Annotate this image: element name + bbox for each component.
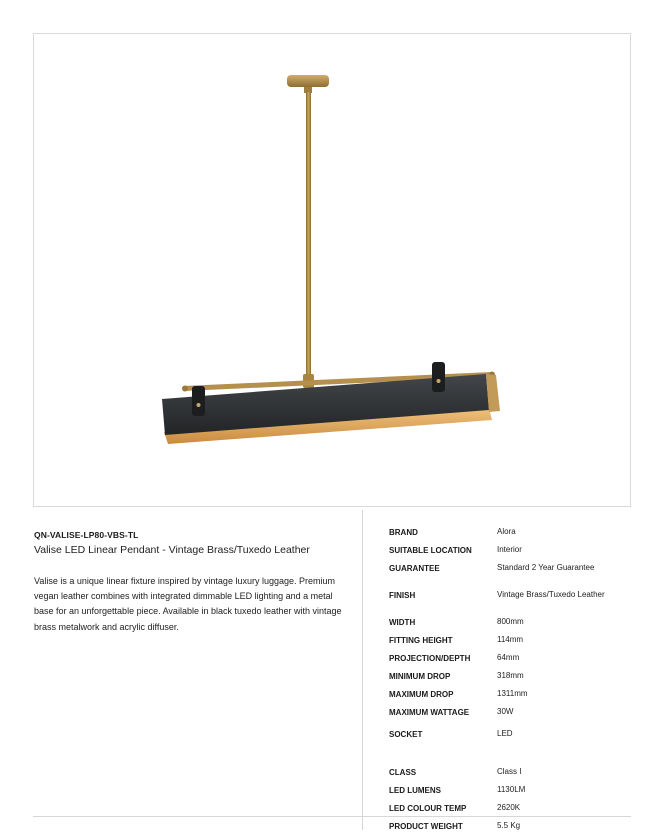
- spec-table: [389, 523, 629, 835]
- spec-row-location: [389, 541, 629, 559]
- spec-key: SUITABLE LOCATION: [389, 545, 472, 555]
- leather-strap-left: [192, 386, 205, 416]
- product-info: [34, 530, 344, 635]
- spec-key: LED COLOUR TEMP: [389, 803, 467, 813]
- spec-value: 30W: [497, 707, 514, 716]
- spec-key: GUARANTEE: [389, 563, 440, 573]
- spec-key: MAXIMUM WATTAGE: [389, 707, 470, 717]
- spec-row-weight: [389, 817, 629, 835]
- spec-row-brand: [389, 523, 629, 541]
- spec-row-projection: [389, 649, 629, 667]
- product-sku: QN-VALISE-LP80-VBS-TL: [34, 530, 139, 540]
- leather-strap-right: [432, 362, 445, 392]
- spec-row-fitting-height: [389, 631, 629, 649]
- spec-key: CLASS: [389, 767, 417, 777]
- pendant-lamp-image: [34, 34, 632, 508]
- spec-spacer: [389, 747, 629, 763]
- spec-key: MINIMUM DROP: [389, 671, 451, 681]
- canopy: [287, 75, 329, 93]
- spec-key: PROJECTION/DEPTH: [389, 653, 471, 663]
- spec-row-max-drop: [389, 685, 629, 703]
- spec-key: FINISH: [389, 590, 416, 600]
- downrod: [306, 92, 311, 382]
- spec-value: Standard 2 Year Guarantee: [497, 563, 595, 572]
- spec-value: 318mm: [497, 671, 524, 680]
- product-image-frame: [33, 33, 631, 507]
- spec-value: 114mm: [497, 635, 524, 644]
- spec-row-guarantee: [389, 559, 629, 577]
- spec-row-width: [389, 613, 629, 631]
- spec-key: BRAND: [389, 527, 418, 537]
- spec-value: 5.5 Kg: [497, 821, 521, 830]
- spec-value: 64mm: [497, 653, 520, 662]
- spec-row-max-wattage: [389, 703, 629, 721]
- spec-key: MAXIMUM DROP: [389, 689, 454, 699]
- spec-key: FITTING HEIGHT: [389, 635, 453, 645]
- spec-row-socket: [389, 721, 629, 747]
- spec-value: 1130LM: [497, 785, 526, 794]
- spec-row-lumens: [389, 781, 629, 799]
- spec-value: 2620K: [497, 803, 521, 812]
- spec-key: WIDTH: [389, 617, 416, 627]
- spec-value: 800mm: [497, 617, 524, 626]
- spec-value: LED: [497, 729, 513, 738]
- spec-value: 1311mm: [497, 689, 528, 698]
- spec-key: LED LUMENS: [389, 785, 441, 795]
- spec-row-finish: [389, 577, 629, 613]
- spec-value: Interior: [497, 545, 522, 554]
- spec-value: Class I: [497, 767, 522, 776]
- spec-key: PRODUCT WEIGHT: [389, 821, 463, 831]
- column-divider: [362, 510, 363, 830]
- spec-row-colour-temp: [389, 799, 629, 817]
- product-title: Valise LED Linear Pendant - Vintage Brass/Tuxedo Leather: [34, 544, 310, 556]
- spec-value: Alora: [497, 527, 516, 536]
- spec-row-class: [389, 763, 629, 781]
- product-description: Valise is a unique linear fixture inspired by vintage luxury luggage. Premium vegan leather combines with integrated dimmable LED lighting and a metal base for an unforgettable piece. Available in black tuxedo leather with vintage brass metalwork and acrylic diffuser.: [34, 576, 342, 632]
- spec-key: SOCKET: [389, 729, 423, 739]
- spec-row-min-drop: [389, 667, 629, 685]
- spec-value: Vintage Brass/Tuxedo Leather: [497, 590, 605, 599]
